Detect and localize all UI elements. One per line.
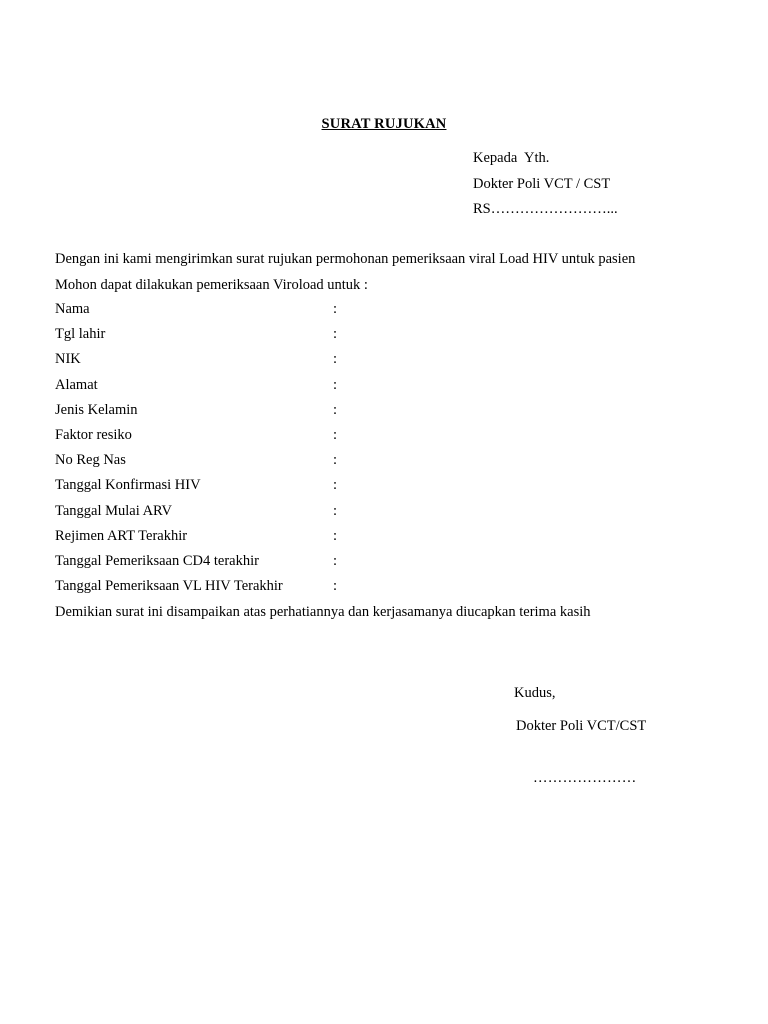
field-row-tanggal-vl-hiv	[55, 578, 655, 603]
closing-paragraph: Demikian surat ini disampaikan atas perhatiannya dan kerjasamanya diucapkan terima kasih	[55, 604, 591, 620]
field-colon: :	[333, 426, 338, 443]
field-label: NIK	[55, 351, 81, 368]
field-colon: :	[333, 552, 338, 569]
field-label: Tgl lahir	[55, 326, 106, 343]
field-colon: :	[333, 578, 338, 595]
field-row-tanggal-konfirmasi	[55, 477, 655, 502]
field-label: Tanggal Pemeriksaan VL HIV Terakhir	[55, 578, 283, 595]
field-label: Rejimen ART Terakhir	[55, 527, 188, 544]
request-paragraph: Mohon dapat dilakukan pemeriksaan Viroload untuk :	[55, 277, 368, 293]
letter-title: SURAT RUJUKAN	[321, 116, 447, 132]
field-colon: :	[333, 376, 338, 393]
field-label: Nama	[55, 301, 90, 317]
recipient-hospital: RS……………………...	[473, 201, 618, 217]
field-colon: :	[333, 301, 338, 317]
recipient-block	[473, 150, 618, 227]
field-row-no-reg-nas	[55, 452, 655, 477]
field-row-jenis-kelamin	[55, 402, 655, 427]
signature-signer: Dokter Poli VCT/CST	[516, 718, 647, 734]
signature-place: Kudus,	[514, 685, 556, 701]
field-row-tanggal-mulai-arv	[55, 503, 655, 528]
field-colon: :	[333, 527, 338, 544]
field-label: No Reg Nas	[55, 452, 126, 469]
field-row-nama	[55, 301, 655, 326]
field-row-nik	[55, 351, 655, 376]
field-label: Tanggal Pemeriksaan CD4 terakhir	[55, 552, 259, 569]
patient-fields	[55, 301, 655, 603]
recipient-position: Dokter Poli VCT / CST	[473, 175, 611, 192]
field-row-rejimen-art	[55, 528, 655, 553]
field-colon: :	[333, 326, 338, 343]
field-colon: :	[333, 351, 338, 368]
field-row-alamat	[55, 377, 655, 402]
recipient-greeting: Kepada Yth.	[473, 150, 550, 166]
intro-paragraph: Dengan ini kami mengirimkan surat rujukan permohonan pemeriksaan viral Load HIV untuk pasien	[55, 251, 636, 267]
field-colon: :	[333, 452, 338, 469]
field-row-tanggal-cd4	[55, 553, 655, 578]
field-label: Jenis Kelamin	[55, 401, 138, 418]
field-row-faktor-resiko	[55, 427, 655, 452]
field-label: Tanggal Konfirmasi HIV	[55, 477, 201, 494]
field-row-tgl-lahir	[55, 326, 655, 351]
field-colon: :	[333, 401, 338, 418]
field-label: Alamat	[55, 376, 98, 393]
field-colon: :	[333, 502, 338, 519]
field-label: Tanggal Mulai ARV	[55, 502, 173, 519]
field-label: Faktor resiko	[55, 426, 132, 443]
signature-line: …………………	[533, 770, 637, 786]
field-colon: :	[333, 477, 338, 494]
